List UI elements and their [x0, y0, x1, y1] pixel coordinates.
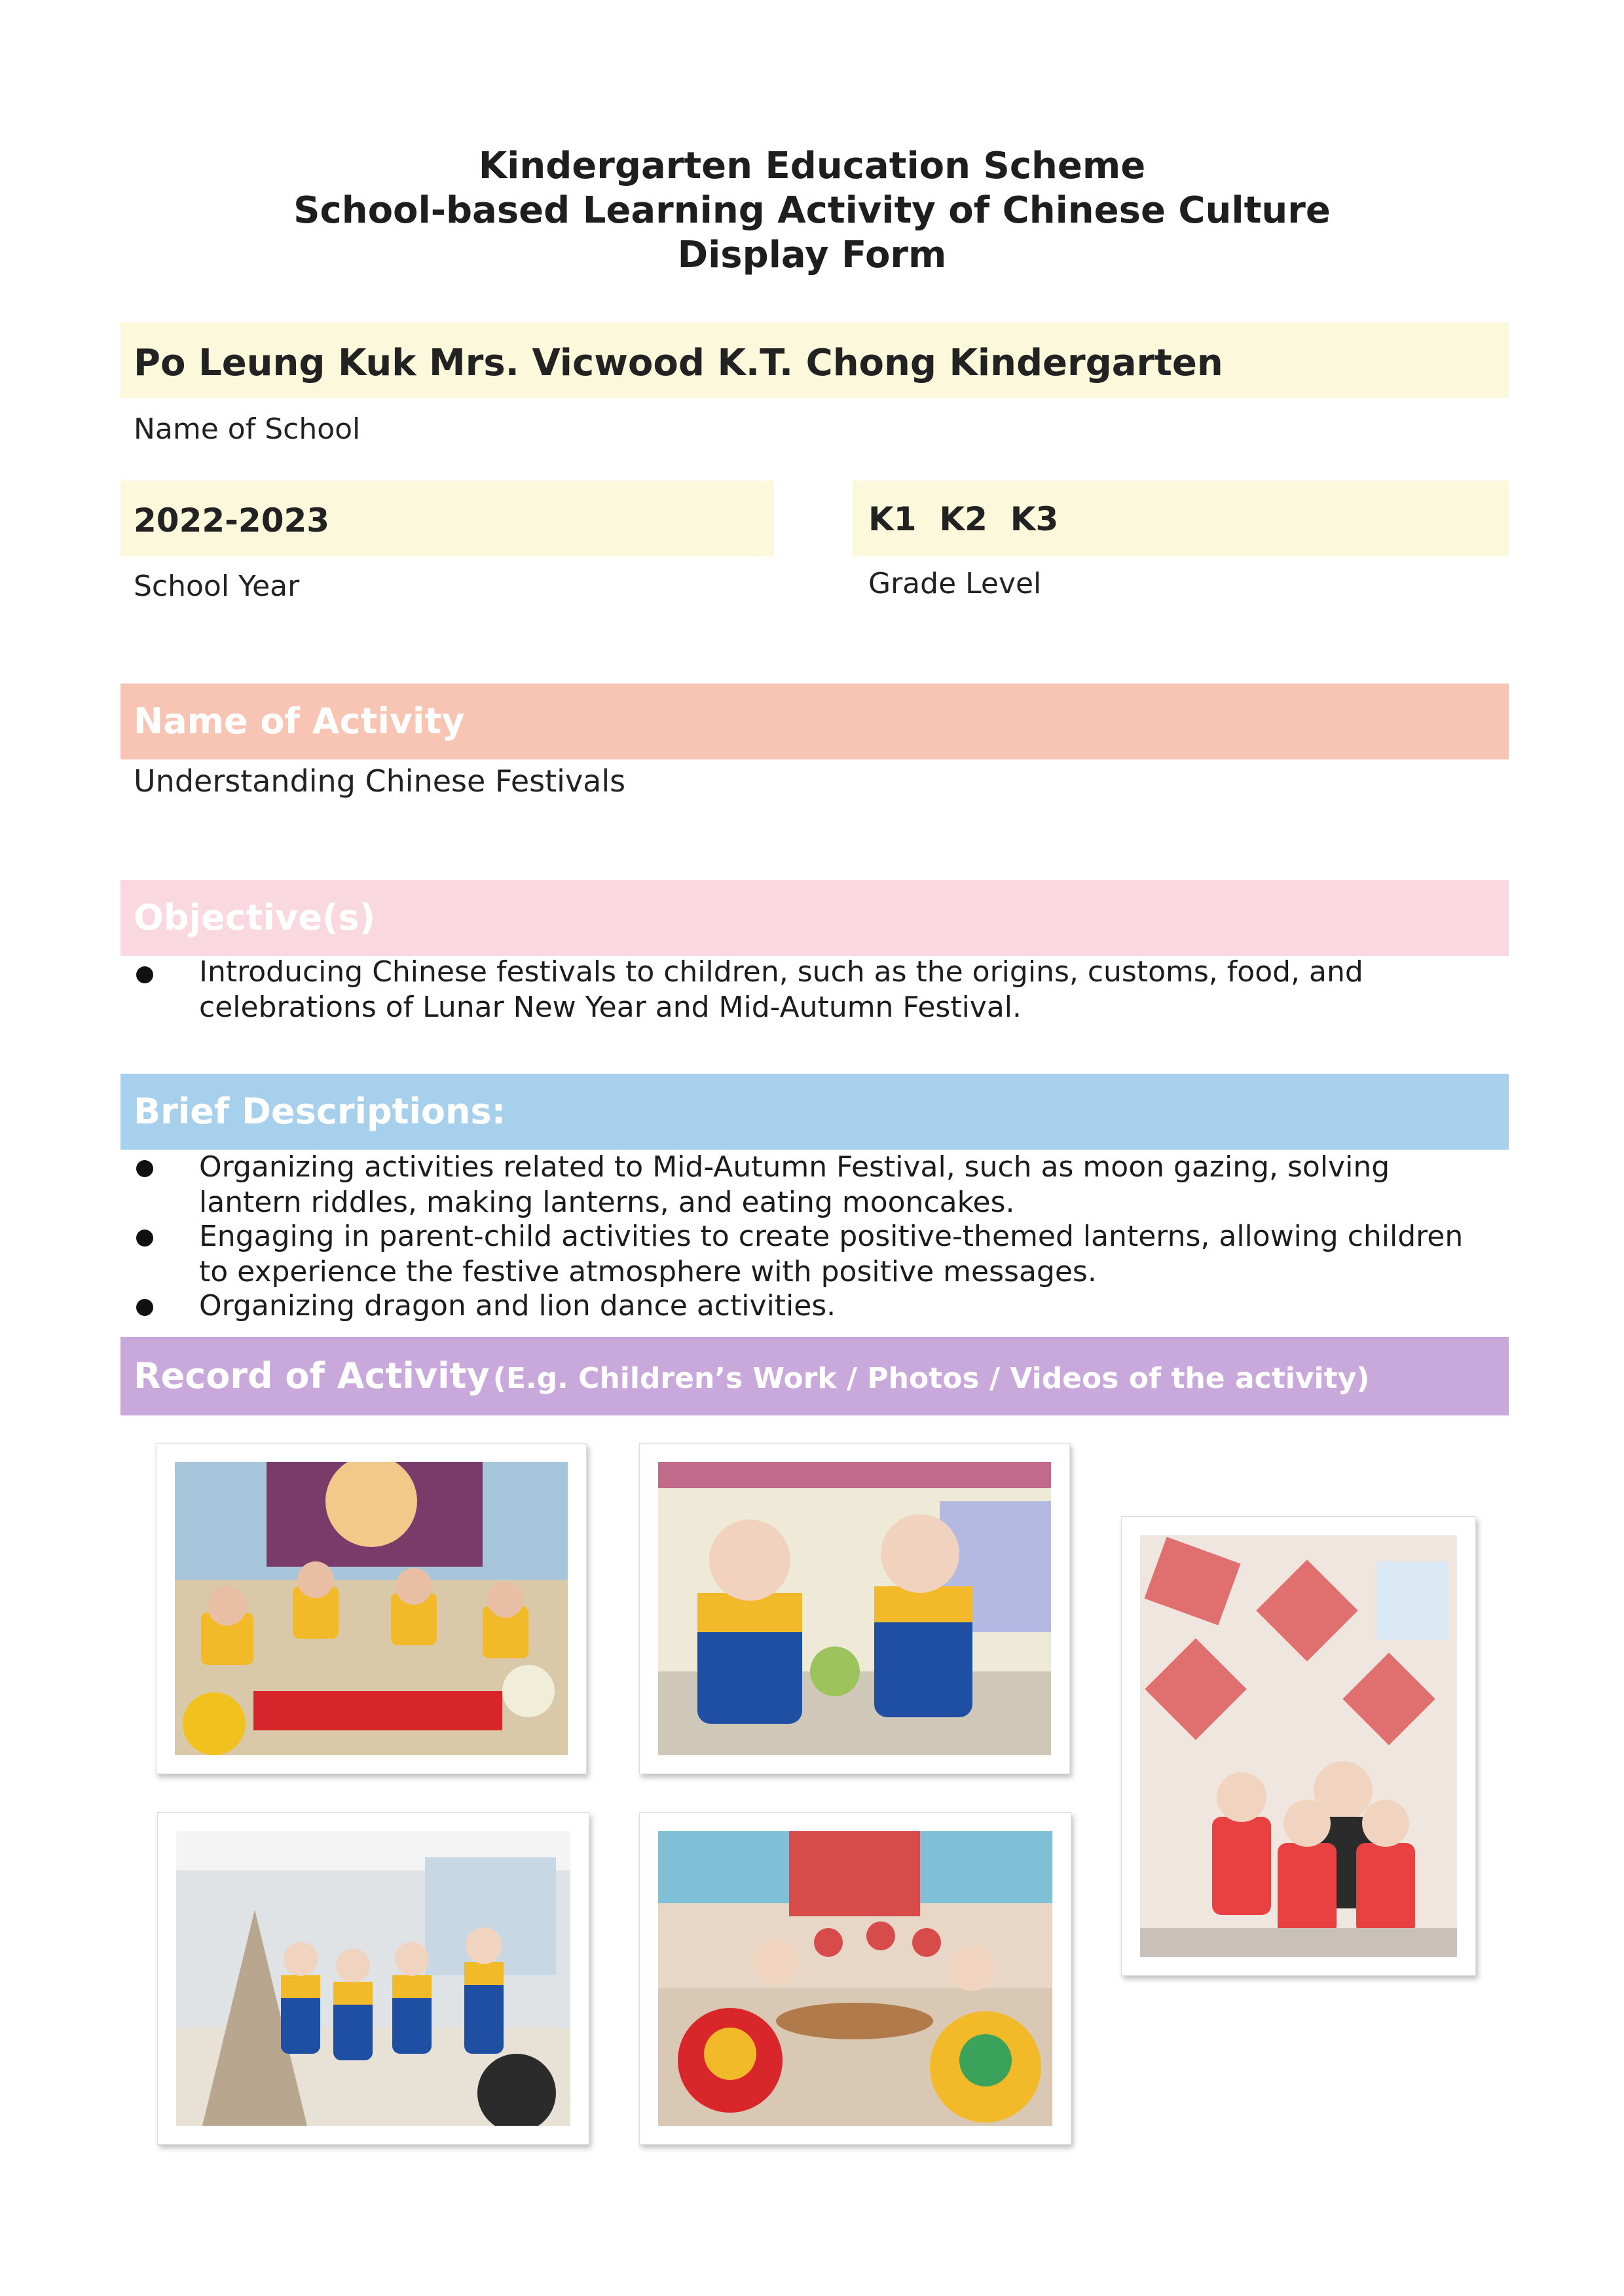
- form-title-line-2: School-based Learning Activity of Chinese Culture: [293, 189, 1331, 232]
- description-2-line-2: to experience the festive atmosphere with positive messages.: [199, 1255, 1097, 1288]
- description-3-line-1: Organizing dragon and lion dance activities.: [199, 1289, 836, 1322]
- photo-pomelo-children: [639, 1443, 1070, 1774]
- record-subheading: (E.g. Children’s Work / Photos / Videos of the activity): [492, 1362, 1370, 1395]
- description-1-line-1: Organizing activities related to Mid-Autumn Festival, such as moon gazing, solving: [199, 1150, 1390, 1184]
- record-heading-group: [134, 1355, 1369, 1396]
- record-heading: Record of Activity: [134, 1355, 490, 1396]
- description-bullet: [136, 1230, 153, 1247]
- school-name-value: Po Leung Kuk Mrs. Vicwood K.T. Chong Kindergarten: [134, 342, 1223, 384]
- school-year-label: School Year: [134, 570, 300, 603]
- descriptions-heading: Brief Descriptions:: [134, 1091, 506, 1132]
- description-bullet: [136, 1160, 153, 1177]
- description-bullet: [136, 1299, 153, 1316]
- grade-level-value: K1 K2 K3: [868, 500, 1059, 538]
- photo-lantern-wall: [1121, 1516, 1476, 1976]
- objective-line-1: Introducing Chinese festivals to children, such as the origins, customs, food, and: [199, 955, 1363, 989]
- objective-line-2: celebrations of Lunar New Year and Mid-Autumn Festival.: [199, 991, 1022, 1024]
- form-title-line-3: Display Form: [677, 234, 947, 276]
- photo-classroom-lanterns: [157, 1812, 589, 2145]
- photo-lion-dance: [639, 1812, 1071, 2145]
- description-1-line-2: lantern riddles, making lanterns, and eating mooncakes.: [199, 1186, 1015, 1219]
- school-name-label: Name of School: [134, 412, 361, 446]
- form-title-line-1: Kindergarten Education Scheme: [478, 145, 1146, 187]
- objective-bullet: [136, 966, 153, 983]
- photo-mooncake-table: [156, 1443, 587, 1774]
- activity-name: Understanding Chinese Festivals: [134, 763, 626, 799]
- description-2-line-1: Engaging in parent-child activities to create positive-themed lanterns, allowing children: [199, 1220, 1464, 1253]
- activity-heading: Name of Activity: [134, 701, 465, 742]
- objectives-heading: Objective(s): [134, 897, 376, 938]
- school-year-value: 2022-2023: [134, 501, 330, 539]
- grade-level-label: Grade Level: [868, 567, 1042, 600]
